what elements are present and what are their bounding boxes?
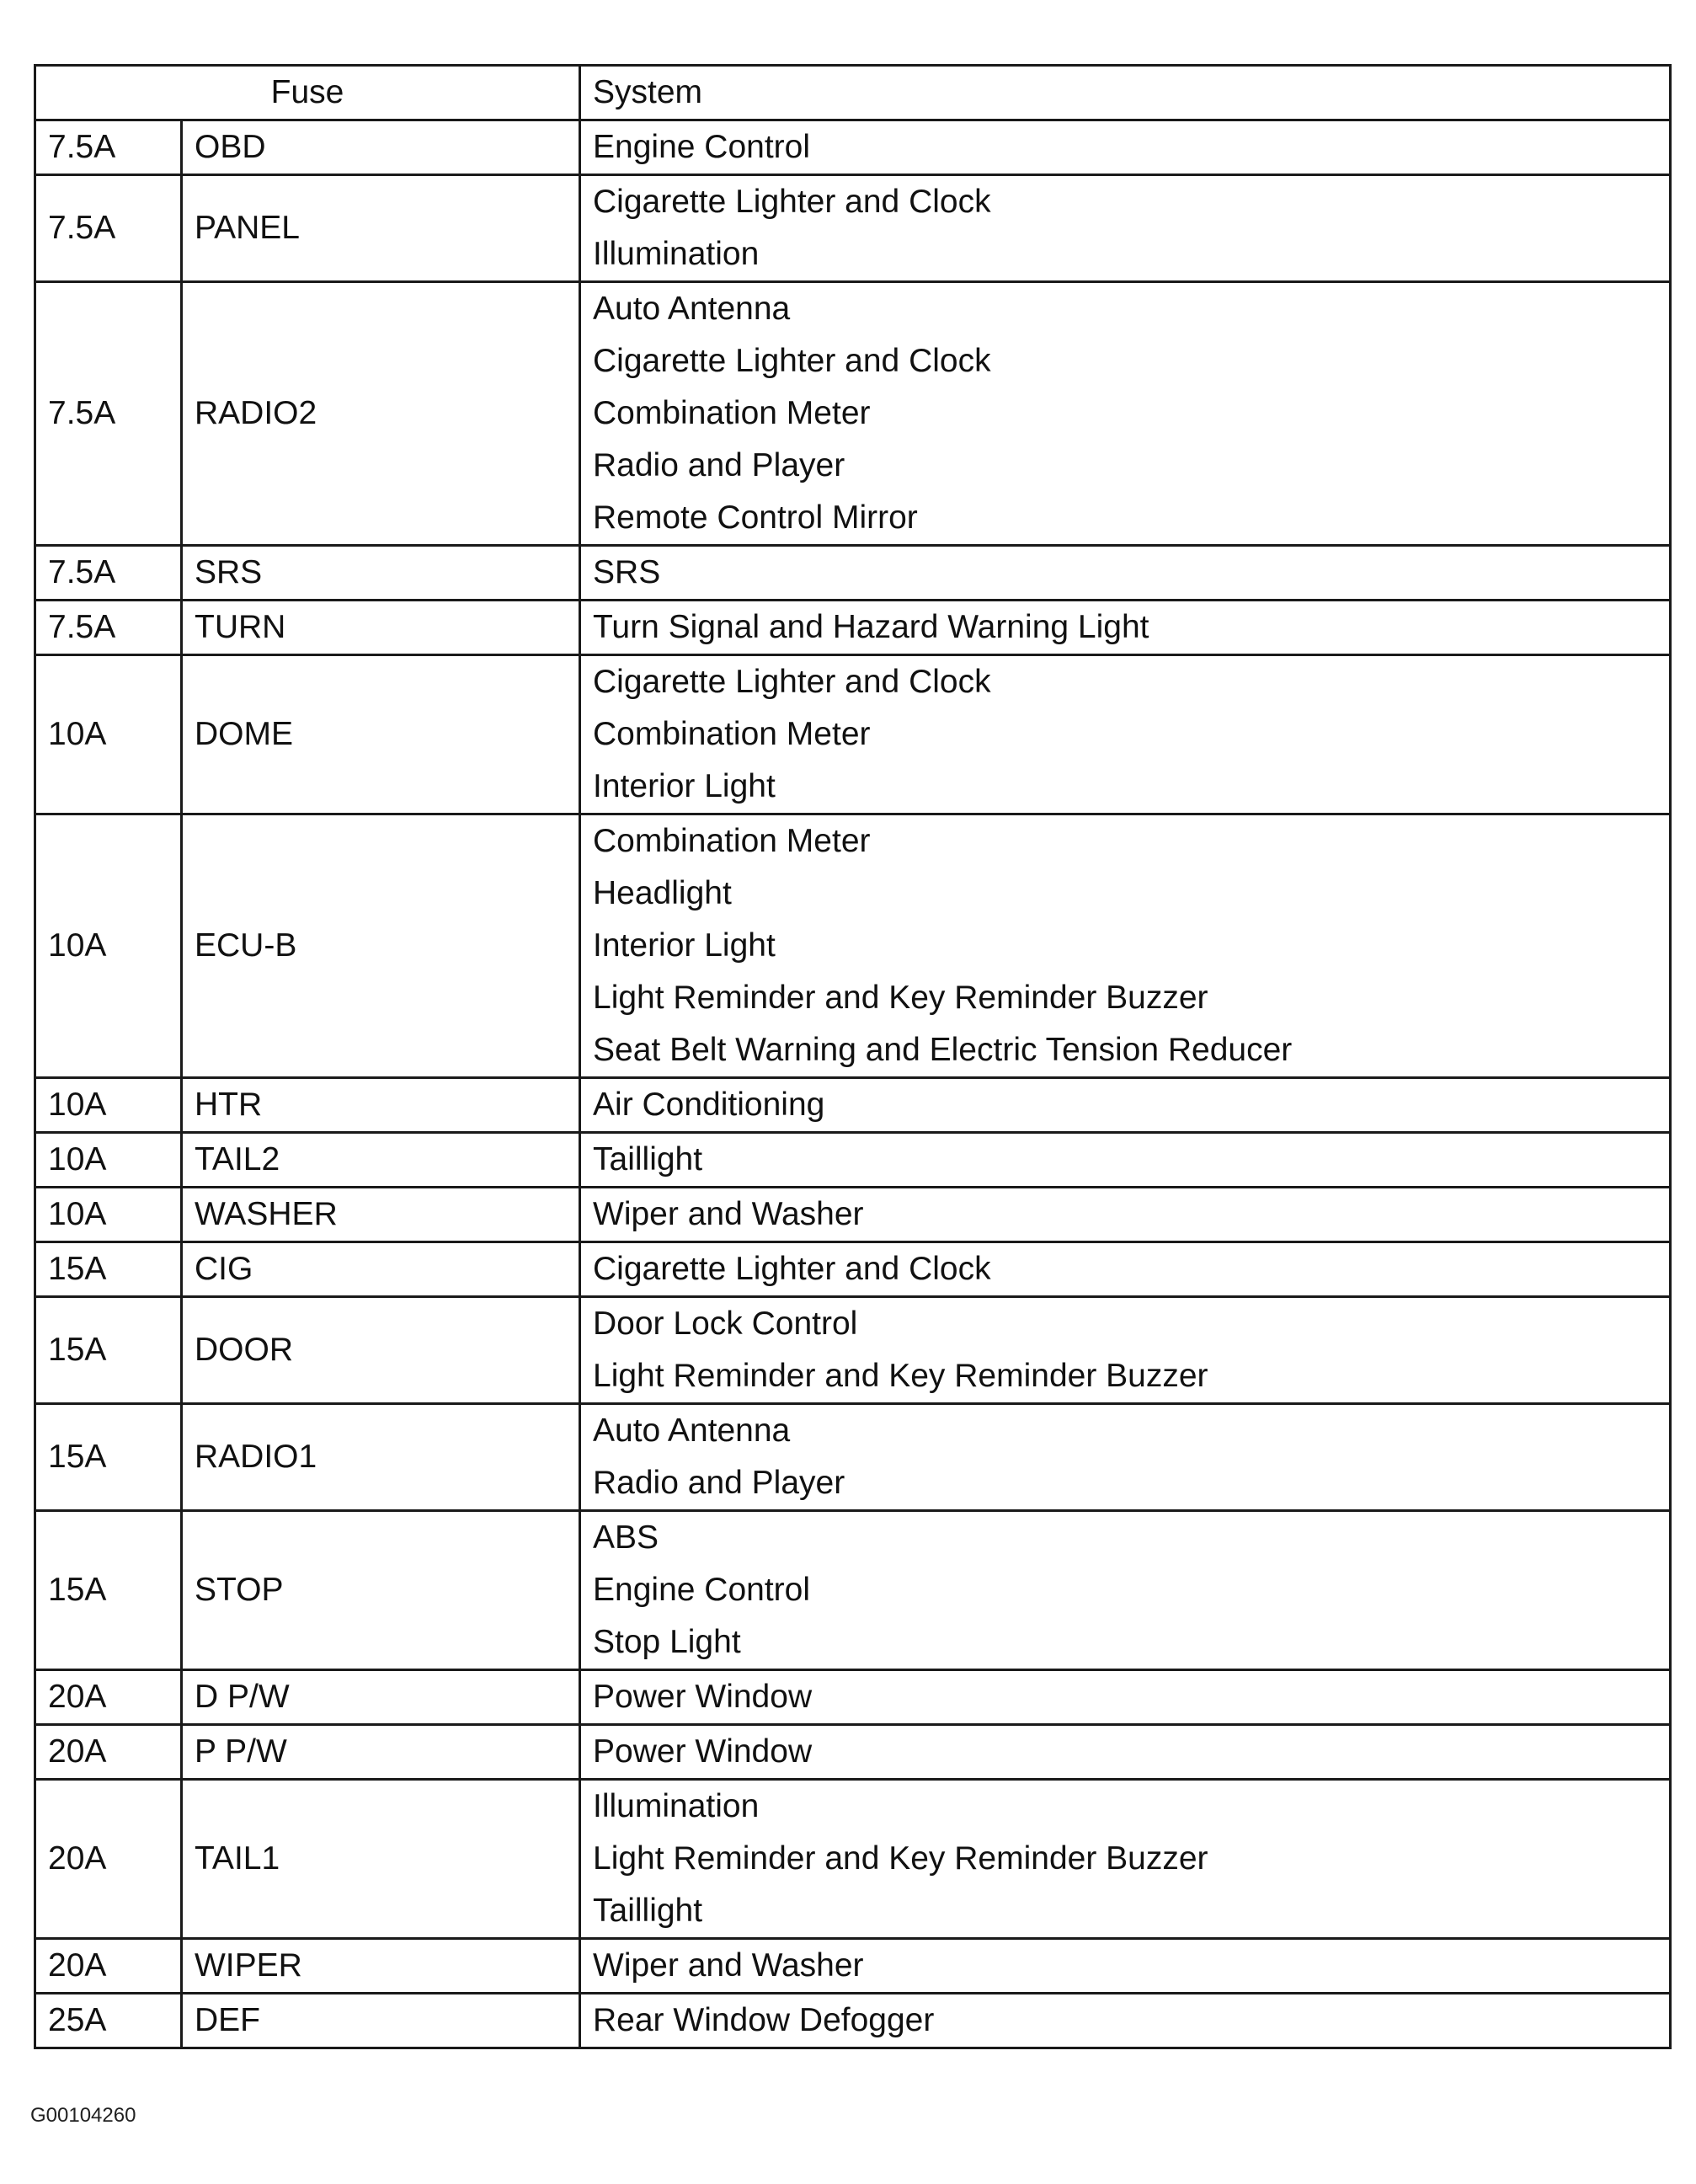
system-list [580,1670,1671,1725]
table-row [35,1404,1671,1511]
system-item: Rear Window Defogger [593,2002,935,2038]
system-item: Cigarette Lighter and Clock [593,1251,991,1287]
table-row [35,814,1671,1078]
system-item: ABS [593,1519,659,1556]
fuse-rating: 10A [35,655,182,814]
system-list [580,120,1671,175]
fuse-rating: 20A [35,1725,182,1780]
system-item: Taillight [593,1141,703,1177]
system-list [580,1939,1671,1994]
fuse-rating: 7.5A [35,601,182,655]
table-row [35,175,1671,282]
fuse-rating: 10A [35,1078,182,1133]
fuse-name: TAIL1 [182,1780,580,1939]
fuse-table-body [35,120,1671,2048]
fuse-name: SRS [182,546,580,601]
system-list [580,1242,1671,1297]
system-item: Engine Control [593,129,811,165]
system-item: Turn Signal and Hazard Warning Light [593,609,1149,645]
fuse-name: DOME [182,655,580,814]
fuse-name: DOOR [182,1297,580,1404]
system-list [580,601,1671,655]
system-item: Illumination [593,236,760,272]
system-item: Stop Light [593,1624,741,1660]
system-item: SRS [593,554,661,590]
fuse-name: RADIO1 [182,1404,580,1511]
system-column-header: System [580,66,1671,120]
fuse-rating: 7.5A [35,175,182,282]
fuse-name: HTR [182,1078,580,1133]
system-item: Wiper and Washer [593,1947,864,1984]
fuse-rating: 10A [35,814,182,1078]
table-row [35,120,1671,175]
system-item: Power Window [593,1733,813,1770]
fuse-name: DEF [182,1994,580,2048]
fuse-rating: 15A [35,1242,182,1297]
system-item: Interior Light [593,927,776,964]
fuse-column-header: Fuse [35,66,580,120]
table-row [35,1511,1671,1670]
system-item: Radio and Player [593,1465,845,1501]
system-item: Combination Meter [593,716,871,752]
system-item: Headlight [593,875,732,911]
system-item: Taillight [593,1893,703,1929]
fuse-name: PANEL [182,175,580,282]
system-item: Interior Light [593,768,776,804]
system-item: Seat Belt Warning and Electric Tension Reducer [593,1032,1293,1068]
table-row [35,601,1671,655]
table-row [35,655,1671,814]
fuse-name: ECU-B [182,814,580,1078]
fuse-rating: 15A [35,1404,182,1511]
fuse-name: CIG [182,1242,580,1297]
system-list [580,1725,1671,1780]
system-item: Air Conditioning [593,1087,825,1123]
figure-id-caption: G00104260 [30,2104,136,2127]
system-list [580,546,1671,601]
system-list [580,1511,1671,1670]
table-row [35,1078,1671,1133]
fuse-rating: 20A [35,1939,182,1994]
system-list [580,1404,1671,1511]
fuse-name: OBD [182,120,580,175]
fuse-name: P P/W [182,1725,580,1780]
system-list [580,1078,1671,1133]
system-list [580,1780,1671,1939]
system-list [580,814,1671,1078]
fuse-name: RADIO2 [182,282,580,546]
system-item: Light Reminder and Key Reminder Buzzer [593,980,1208,1016]
system-list [580,1994,1671,2048]
system-item: Auto Antenna [593,291,791,327]
system-item: Radio and Player [593,447,845,483]
fuse-rating: 7.5A [35,546,182,601]
system-item: Combination Meter [593,823,871,859]
system-item: Light Reminder and Key Reminder Buzzer [593,1840,1208,1877]
fuse-name: STOP [182,1511,580,1670]
system-item: Wiper and Washer [593,1196,864,1232]
system-item: Cigarette Lighter and Clock [593,664,991,700]
system-item: Door Lock Control [593,1306,858,1342]
system-list [580,282,1671,546]
table-row [35,1242,1671,1297]
system-list [580,175,1671,282]
system-item: Auto Antenna [593,1412,791,1449]
system-list [580,1188,1671,1242]
fuse-rating: 7.5A [35,282,182,546]
table-row [35,1670,1671,1725]
table-row [35,546,1671,601]
fuse-name: TURN [182,601,580,655]
fuse-rating: 7.5A [35,120,182,175]
fuse-rating: 25A [35,1994,182,2048]
fuse-rating: 15A [35,1511,182,1670]
system-item: Cigarette Lighter and Clock [593,184,991,220]
table-header-row [35,66,1671,120]
fuse-name: WASHER [182,1188,580,1242]
system-item: Power Window [593,1679,813,1715]
fuse-rating: 15A [35,1297,182,1404]
fuse-rating: 20A [35,1780,182,1939]
table-row [35,1725,1671,1780]
table-row [35,1133,1671,1188]
system-item: Light Reminder and Key Reminder Buzzer [593,1358,1208,1394]
system-list [580,655,1671,814]
system-list [580,1297,1671,1404]
table-row [35,1780,1671,1939]
fuse-name: TAIL2 [182,1133,580,1188]
system-item: Illumination [593,1788,760,1824]
fuse-name: D P/W [182,1670,580,1725]
table-row [35,1994,1671,2048]
system-item: Combination Meter [593,395,871,431]
system-list [580,1133,1671,1188]
table-row [35,1939,1671,1994]
fuse-rating: 10A [35,1133,182,1188]
fuse-rating: 10A [35,1188,182,1242]
system-item: Engine Control [593,1572,811,1608]
fuse-rating: 20A [35,1670,182,1725]
system-item: Cigarette Lighter and Clock [593,343,991,379]
table-row [35,1188,1671,1242]
table-row [35,1297,1671,1404]
fuse-table [34,64,1672,2049]
fuse-name: WIPER [182,1939,580,1994]
table-row [35,282,1671,546]
system-item: Remote Control Mirror [593,499,918,536]
